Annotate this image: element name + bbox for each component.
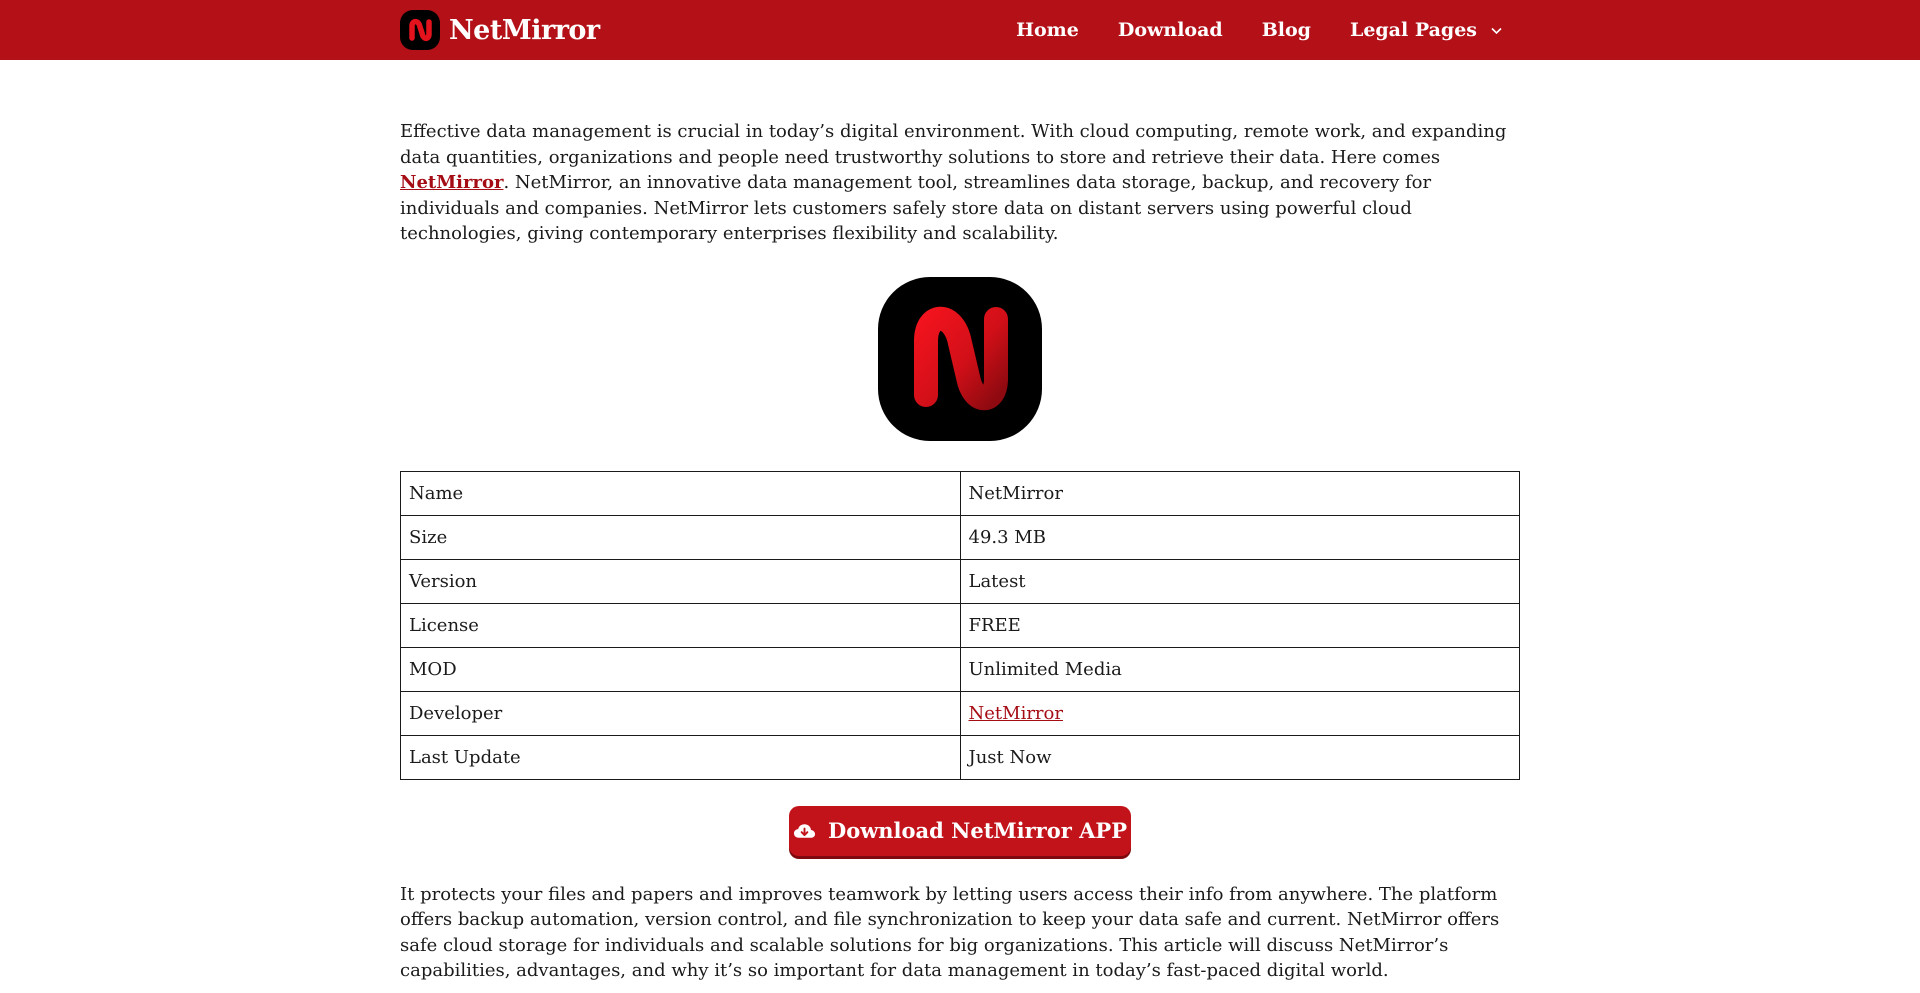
site-title: NetMirror bbox=[449, 14, 600, 46]
row-value-license: FREE bbox=[960, 603, 1520, 647]
download-app-button[interactable] bbox=[789, 806, 1131, 856]
chevron-down-icon[interactable] bbox=[1490, 24, 1503, 37]
row-label-version: Version bbox=[401, 559, 961, 603]
download-button-container bbox=[400, 806, 1520, 856]
brand-link[interactable] bbox=[400, 10, 600, 50]
nav-home[interactable]: Home bbox=[1016, 19, 1079, 41]
table-row bbox=[401, 515, 1520, 559]
nav-blog[interactable]: Blog bbox=[1261, 19, 1311, 41]
table-row bbox=[401, 735, 1520, 779]
app-logo-image bbox=[878, 277, 1042, 441]
table-row bbox=[401, 647, 1520, 691]
row-value-size: 49.3 MB bbox=[960, 515, 1520, 559]
site-header bbox=[0, 0, 1920, 60]
body-paragraph: It protects your files and papers and improves teamwork by letting users access their info from anywhere. The platform offers backup automation, version control, and file synchronization to keep your data safe and current. NetMirror offers safe cloud storage for individuals and scalable solutions for big organizations. This article will discuss NetMirror’s capabilities, advantages, and why it’s so important for data management in today’s fast-paced digital world. bbox=[400, 883, 1500, 981]
nav-legal-pages[interactable] bbox=[1350, 19, 1503, 41]
row-value-name: NetMirror bbox=[960, 471, 1520, 515]
netmirror-logo-icon bbox=[400, 10, 440, 50]
row-label-license: License bbox=[401, 603, 961, 647]
row-label-name: Name bbox=[401, 471, 961, 515]
nav-download[interactable]: Download bbox=[1117, 19, 1223, 41]
app-logo-container bbox=[400, 277, 1520, 441]
row-value-last-update: Just Now bbox=[960, 735, 1520, 779]
intro-text-after: . NetMirror, an innovative data management tool, streamlines data storage, backup, and recovery for individuals and companies. NetMirror lets customers safely store data on distant servers using powerful cloud technologies, giving contemporary enterprises flexibility and scalability. bbox=[400, 172, 1432, 244]
row-label-size: Size bbox=[401, 515, 961, 559]
intro-paragraph bbox=[400, 119, 1520, 247]
row-label-mod: MOD bbox=[401, 647, 961, 691]
row-value-mod: Unlimited Media bbox=[960, 647, 1520, 691]
netmirror-link[interactable]: NetMirror bbox=[400, 172, 504, 193]
table-row bbox=[401, 691, 1520, 735]
row-label-developer: Developer bbox=[401, 691, 961, 735]
nav-legal-pages-label: Legal Pages bbox=[1349, 19, 1477, 41]
table-row bbox=[401, 603, 1520, 647]
article-content bbox=[400, 119, 1520, 984]
table-row bbox=[401, 471, 1520, 515]
main-nav bbox=[1016, 0, 1503, 60]
row-value-version: Latest bbox=[960, 559, 1520, 603]
app-info-table bbox=[400, 471, 1520, 780]
cloud-download-icon bbox=[793, 821, 816, 841]
row-label-last-update: Last Update bbox=[401, 735, 961, 779]
download-button-label: Download NetMirror APP bbox=[827, 818, 1127, 843]
intro-text-before: Effective data management is crucial in today’s digital environment. With cloud computing, remote work, and expanding data quantities, organizations and people need trustworthy solutions to store and retrieve their data. Here comes bbox=[400, 121, 1507, 168]
developer-link[interactable]: NetMirror bbox=[968, 702, 1063, 724]
table-row bbox=[401, 559, 1520, 603]
row-value-developer bbox=[960, 691, 1520, 735]
